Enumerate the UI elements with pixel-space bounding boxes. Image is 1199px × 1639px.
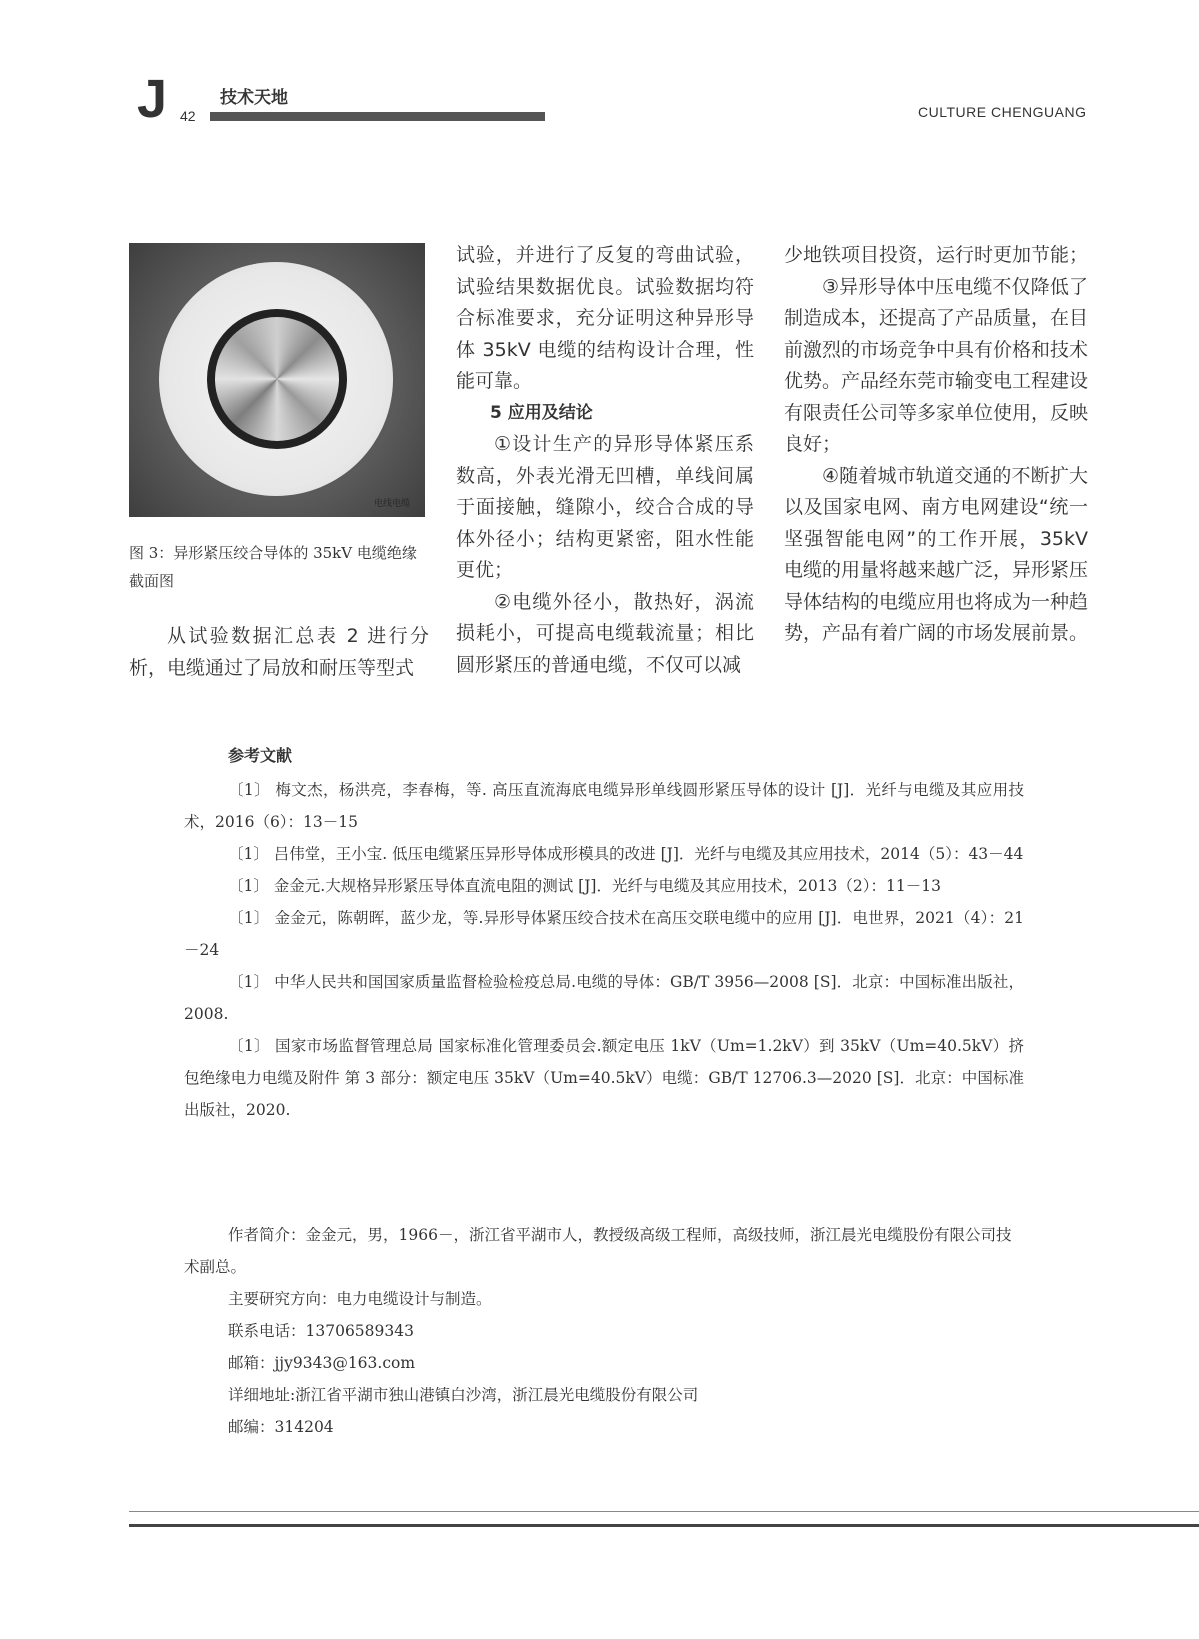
footer-rule-thin bbox=[129, 1511, 1199, 1512]
paragraph: ①设计生产的异形导体紧压系数高，外表光滑无凹槽，单线间属于面接触，缝隙小，绞合合成的导体外径小；结构更紧密，阻水性能更优； bbox=[456, 433, 754, 581]
author-info bbox=[184, 1219, 1024, 1443]
paragraph: 从试验数据汇总表 2 进行分析，电缆通过了局放和耐压等型式 bbox=[129, 625, 429, 679]
paragraph: 少地铁项目投资，运行时更加节能； bbox=[784, 244, 1089, 266]
author-address: 详细地址:浙江省平湖市独山港镇白沙湾，浙江晨光电缆股份有限公司 bbox=[228, 1386, 699, 1404]
journal-letter: J bbox=[137, 69, 168, 129]
reference-item: 〔1〕 中华人民共和国国家质量监督检验检疫总局.电缆的导体：GB/T 3956—2008 [S]．北京：中国标准出版社，2008. bbox=[184, 973, 1024, 1023]
author-bio: 作者简介：金金元，男，1966－，浙江省平湖市人，教授级高级工程师，高级技师，浙江晨光电缆股份有限公司技术副总。 bbox=[184, 1226, 1012, 1276]
author-phone: 联系电话：13706589343 bbox=[228, 1322, 414, 1340]
column-2 bbox=[456, 240, 754, 681]
cable-cross-section-photo bbox=[129, 243, 425, 517]
brand-name: CULTURE CHENGUANG bbox=[918, 104, 1087, 120]
references-title: 参考文献 bbox=[228, 746, 293, 765]
figure-caption: 图 3：异形紧压绞合导体的 35kV 电缆绝缘截面图 bbox=[129, 544, 417, 590]
reference-item: 〔1〕 吕伟堂，王小宝. 低压电缆紧压异形导体成形模具的改进 [J]．光纤与电缆及其应用技术，2014（5）：43－44 bbox=[228, 845, 1024, 863]
paragraph: ④随着城市轨道交通的不断扩大以及国家电网、南方电网建设“统一坚强智能电网”的工作开展，35kV 电缆的用量将越来越广泛，异形紧压导体结构的电缆应用也将成为一种趋势，产品有着广阔的市场发展前景。 bbox=[784, 464, 1089, 644]
author-research: 主要研究方向：电力电缆设计与制造。 bbox=[228, 1290, 492, 1308]
paragraph: 试验，并进行了反复的弯曲试验，试验结果数据优良。试验数据均符合标准要求，充分证明这种异形导体 35kV 电缆的结构设计合理，性能可靠。 bbox=[456, 244, 754, 392]
footer-rule-thick bbox=[129, 1524, 1199, 1527]
photo-watermark: 电线电缆 bbox=[374, 499, 411, 509]
section-title: 技术天地 bbox=[220, 88, 288, 108]
author-postcode: 邮编：314204 bbox=[228, 1418, 334, 1436]
column-1-text bbox=[129, 620, 429, 684]
reference-item: 〔1〕 金金元，陈朝晖，蓝少龙，等.异形导体紧压绞合技术在高压交联电缆中的应用 [J]．电世界，2021（4）：21－24 bbox=[184, 909, 1024, 959]
header-bar bbox=[210, 112, 545, 121]
conductor bbox=[215, 317, 339, 441]
section-heading: 5 应用及结论 bbox=[490, 402, 593, 423]
page-number: 42 bbox=[180, 108, 196, 124]
reference-item: 〔1〕 梅文杰，杨洪亮，李春梅，等. 高压直流海底电缆异形单线圆形紧压导体的设计 [J]．光纤与电缆及其应用技术，2016（6）：13－15 bbox=[184, 781, 1024, 831]
references bbox=[184, 740, 1024, 1126]
reference-item: 〔1〕 国家市场监督管理总局 国家标准化管理委员会.额定电压 1kV（Um=1.2kV）到 35kV（Um=40.5kV）挤包绝缘电力电缆及附件 第 3 部分：额定电压 35kV（Um=40.5kV）电缆：GB/T 12706.3—2020 [S]．北京：中国标准出版社，2020. bbox=[184, 1037, 1024, 1119]
author-email: 邮箱：jjy9343@163.com bbox=[228, 1354, 416, 1372]
reference-item: 〔1〕 金金元.大规格异形紧压导体直流电阻的测试 [J]．光纤与电缆及其应用技术，2013（2）：11－13 bbox=[228, 877, 941, 895]
paragraph: ③异形导体中压电缆不仅降低了制造成本，还提高了产品质量，在目前激烈的市场竞争中具有价格和技术优势。产品经东莞市输变电工程建设有限责任公司等多家单位使用，反映良好； bbox=[784, 275, 1089, 455]
paragraph: ②电缆外径小，散热好，涡流损耗小，可提高电缆载流量；相比圆形紧压的普通电缆，不仅可以减 bbox=[456, 590, 754, 676]
column-3 bbox=[784, 240, 1088, 650]
